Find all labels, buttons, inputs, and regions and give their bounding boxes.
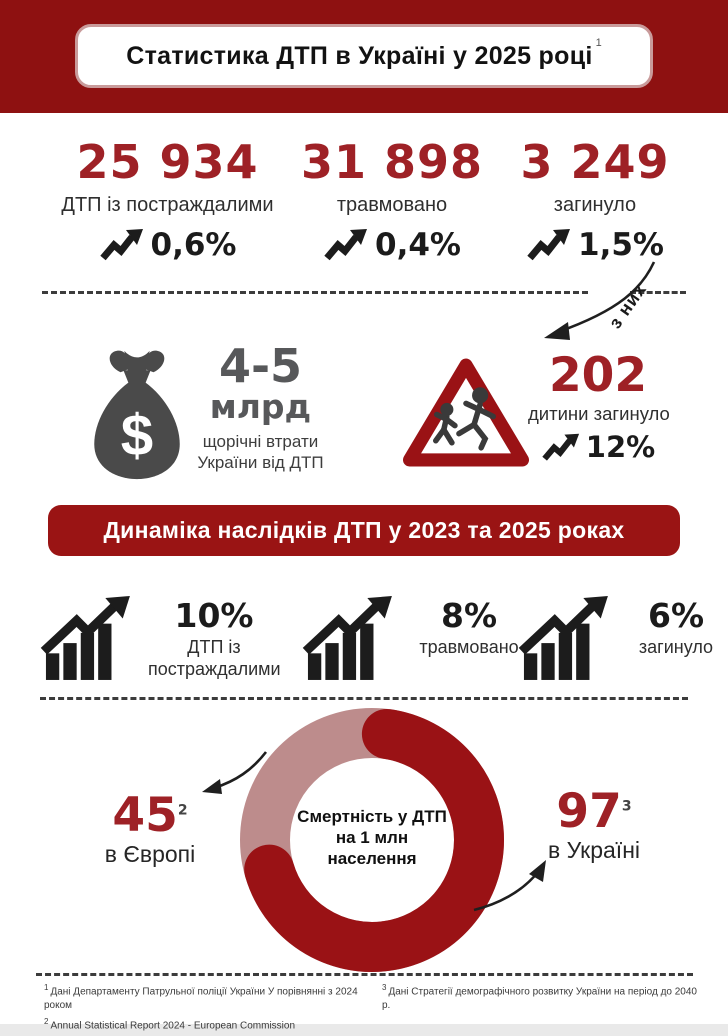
stat-accidents [35,135,300,264]
dashed-separator [36,973,693,976]
footnote-2-sup: 2 [44,1017,49,1027]
footnotes-left [44,981,382,1036]
growth-injured [300,596,528,682]
footnotes-right [382,981,707,1015]
ukraine-stat [526,784,662,864]
bar-chart-up-icon [516,596,622,682]
stat-accidents-label: ДТП із постраждалими [61,194,274,217]
stat-died [495,135,695,264]
growth-died [516,596,726,682]
title-footnote-ref: 1 [595,37,602,49]
footnote-2 [44,1015,382,1033]
dollar-symbol: $ [120,402,154,468]
footnote-1 [44,981,382,1013]
of-them-arrow [532,256,690,348]
trend-up-icon [541,432,581,463]
trend-up-icon [323,227,369,263]
growth-died-label: загинуло [638,637,714,658]
stat-died-value: 3 249 [520,135,670,189]
arrow-to-ukraine [470,856,552,914]
stat-accidents-delta [35,227,300,263]
footnote-2-text: Annual Statistical Report 2024 - European Commission [50,1020,296,1032]
bar-chart-up-icon [38,596,144,682]
stat-died-delta-value: 1,5% [578,227,664,264]
section2-title: Динаміка наслідків ДТП у 2023 та 2025 роках [103,517,625,543]
losses-value: 4-5 [218,339,303,393]
footnote-3-text: Дані Стратегії демографічного розвитку України на період до 2040 р. [382,986,697,1012]
children-delta-value: 12% [585,430,656,464]
bar-chart-up-icon [300,596,406,682]
growth-accidents [38,596,280,682]
footnote-3-sup: 3 [382,983,387,992]
growth-injured-label: травмовано [419,637,519,658]
europe-label: в Європі [104,841,196,867]
stat-injured-delta [292,227,492,263]
growth-accidents-value: 10% [174,596,254,635]
ukraine-value-number: 97 [556,784,622,839]
footnote-1-text: Дані Департаменту Патрульної поліції України У порівнянні з 2024 роком [44,986,358,1012]
ukraine-footnote-ref: 3 [621,798,632,815]
children-block [528,348,670,464]
europe-value-number: 45 [112,788,178,843]
europe-footnote-ref: 2 [177,802,188,819]
stat-injured-label: травмовано [336,194,448,217]
section2-banner [48,505,680,556]
ukraine-label: в Україні [547,837,641,863]
children-value: 202 [548,348,648,403]
growth-injured-value: 8% [440,596,498,635]
footnote-1-sup: 1 [44,983,49,992]
stat-injured-value: 31 898 [300,135,484,189]
stat-died-label: загинуло [553,194,637,217]
growth-died-value: 6% [647,596,705,635]
children-label: дитини загинуло [528,403,670,424]
footnote-3 [382,981,707,1013]
dashed-separator [42,291,588,294]
stat-accidents-delta-value: 0,6% [150,227,237,264]
losses-block [188,339,333,473]
dashed-separator [40,697,688,700]
stat-injured [292,135,492,264]
europe-value [88,788,212,843]
donut-center-label [282,806,462,869]
of-them-label: з них [604,279,651,333]
header-band [0,0,728,113]
children-delta [528,430,668,464]
donut-center-line3: населення [327,849,417,868]
children-warning-sign-icon [398,352,534,473]
trend-up-icon [99,227,145,263]
growth-accidents-label: ДТП із постраждалими [148,637,281,680]
europe-stat [88,788,212,868]
page-title-text: Статистика ДТП в Україні у 2025 році [126,41,593,70]
money-bag-icon [88,346,186,482]
losses-unit: млрд [209,387,312,426]
donut-center-line1: Смертність у ДТП [297,807,447,826]
stat-accidents-value: 25 934 [76,135,259,189]
page-title [75,24,653,88]
losses-caption: щорічні втрати України від ДТП [197,432,324,473]
ukraine-value [526,784,662,839]
arrow-to-europe [198,746,270,798]
stat-injured-delta-value: 0,4% [375,227,461,264]
donut-center-line2: на 1 млн [335,828,409,847]
